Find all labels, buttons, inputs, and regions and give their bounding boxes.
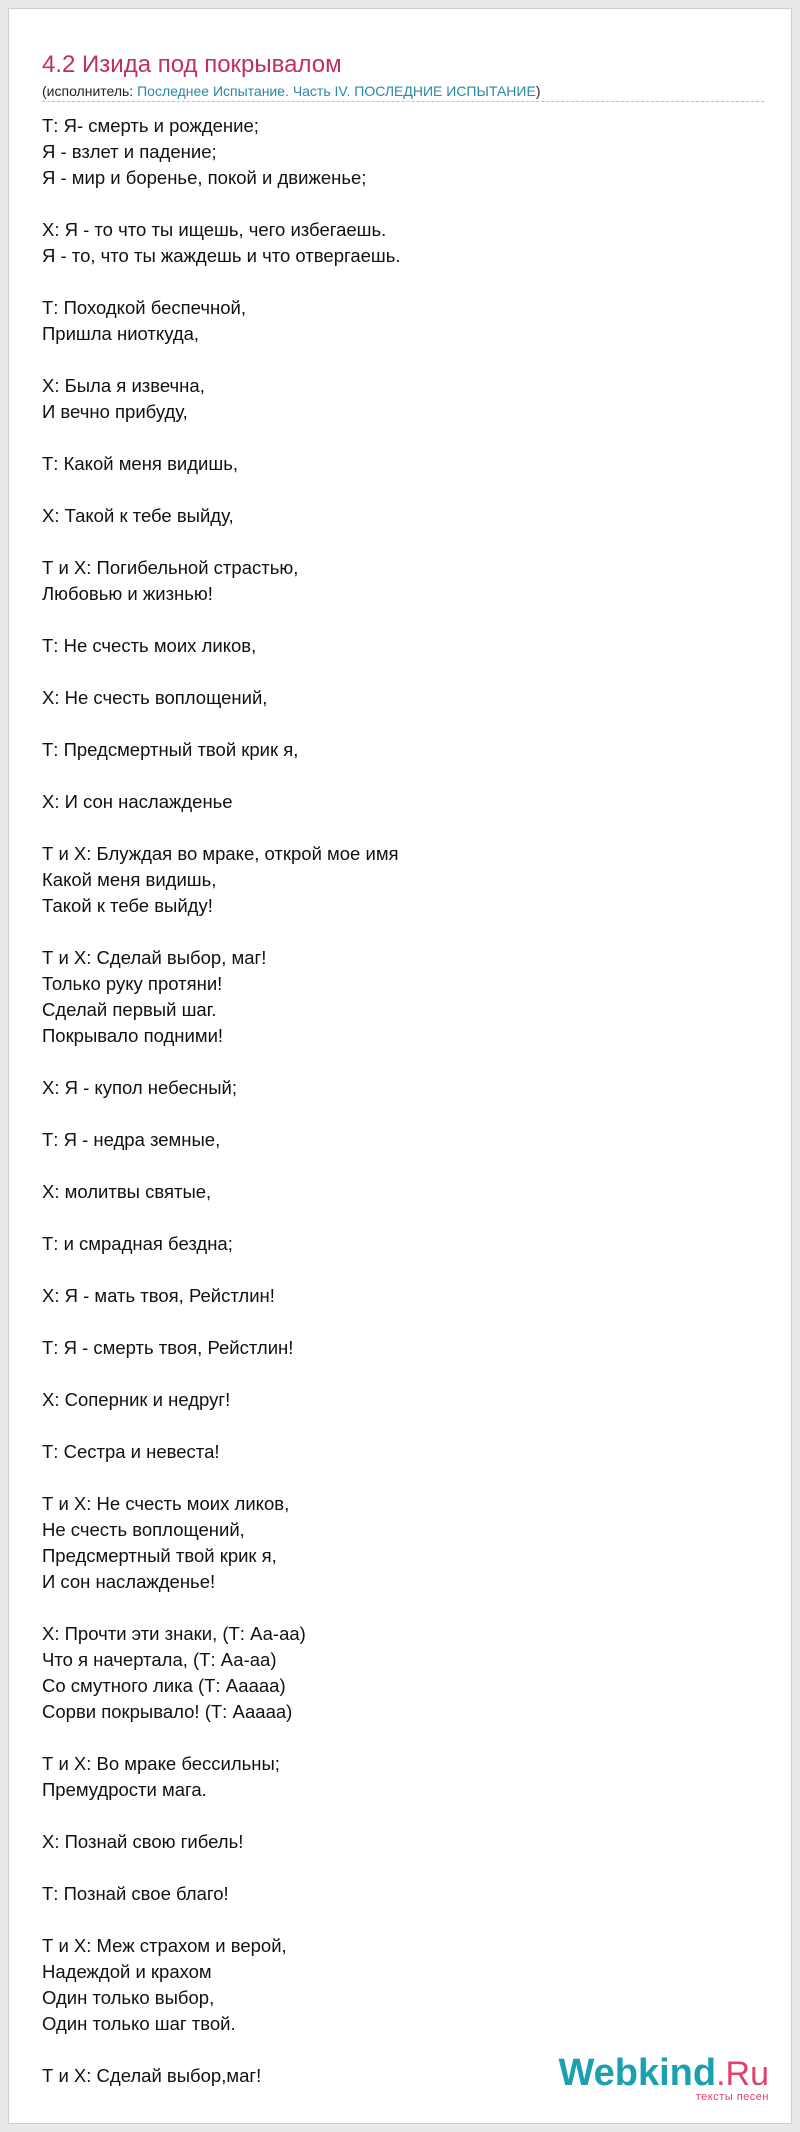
lyrics-stanza: [42, 113, 762, 191]
logo-wordmark: [558, 2054, 769, 2093]
artist-byline: [42, 83, 541, 99]
lyrics-line: Х: Такой к тебе выйду,: [42, 505, 234, 526]
lyrics-stanza: [42, 1751, 762, 1803]
lyrics-stanza: [42, 1491, 762, 1595]
lyrics-stanza: [42, 685, 762, 711]
lyrics-line: Т: Я - недра земные,: [42, 1129, 221, 1150]
lyrics-line: Такой к тебе выйду!: [42, 895, 213, 916]
lyrics-line: И сон наслажденье!: [42, 1571, 216, 1592]
lyrics-line: Т: Какой меня видишь,: [42, 453, 239, 474]
lyrics-stanza: [42, 451, 762, 477]
byline-prefix: (исполнитель:: [42, 83, 138, 99]
lyrics-line: Т и Х: Сделай выбор, маг!: [42, 947, 267, 968]
lyrics-stanza: [42, 1621, 762, 1725]
lyrics-line: Т и Х: Погибельной страстью,: [42, 557, 299, 578]
page-container: [8, 8, 792, 2124]
lyrics-line: Т: Познай свое благо!: [42, 1883, 229, 1904]
lyrics-line: Т: Предсмертный твой крик я,: [42, 739, 299, 760]
lyrics-stanza: [42, 1127, 762, 1153]
logo-tld-text: .Ru: [716, 2055, 769, 2093]
lyrics-line: Пришла ниоткуда,: [42, 323, 200, 344]
lyrics-stanza: [42, 217, 762, 269]
lyrics-line: Т: и смрадная бездна;: [42, 1233, 233, 1254]
lyrics-stanza: [42, 1075, 762, 1101]
lyrics-stanza: [42, 555, 762, 607]
lyrics-stanza: [42, 737, 762, 763]
lyrics-stanza: [42, 295, 762, 347]
byline-suffix: ): [535, 83, 541, 99]
lyrics-stanza: [42, 1881, 762, 1907]
artist-link[interactable]: Последнее Испытание. Часть IV. ПОСЛЕДНИЕ ИСПЫТАНИЕ: [137, 83, 536, 99]
lyrics-stanza: [42, 1283, 762, 1309]
lyrics-stanza: [42, 1829, 762, 1855]
lyrics-line: Т и Х: Сделай выбор,маг!: [42, 2065, 262, 2086]
lyrics-line: Один только выбор,: [42, 1987, 215, 2008]
lyrics-line: Х: Познай свою гибель!: [42, 1831, 244, 1852]
logo-tagline: тексты песен: [695, 2091, 769, 2103]
lyrics-line: Х: Я - то что ты ищешь, чего избегаешь.: [42, 219, 387, 240]
lyrics-line: Х: молитвы святые,: [42, 1181, 212, 1202]
lyrics-line: Я - мир и боренье, покой и движенье;: [42, 167, 367, 188]
lyrics-line: Я - то, что ты жаждешь и что отвергаешь.: [42, 245, 401, 266]
lyrics-line: Х: Была я извечна,: [42, 375, 205, 396]
lyrics-line: Х: Соперник и недруг!: [42, 1389, 231, 1410]
site-logo[interactable]: [558, 2054, 769, 2103]
lyrics-stanza: [42, 1231, 762, 1257]
lyrics-line: Не счесть воплощений,: [42, 1519, 245, 1540]
lyrics-line: Предсмертный твой крик я,: [42, 1545, 277, 1566]
lyrics-stanza: [42, 633, 762, 659]
lyrics-line: Х: Прочти эти знаки, (Т: Аа-аа): [42, 1623, 306, 1644]
lyrics-line: Т и Х: Блуждая во мраке, открой мое имя: [42, 843, 399, 864]
lyrics-line: Т: Походкой беспечной,: [42, 297, 246, 318]
lyrics-line: Т: Сестра и невеста!: [42, 1441, 220, 1462]
lyrics-stanza: [42, 1387, 762, 1413]
title-divider: [42, 101, 764, 102]
lyrics-stanza: [42, 841, 762, 919]
lyrics-stanza: [42, 1933, 762, 2037]
logo-main-text: Webkind: [558, 2052, 717, 2094]
lyrics-line: Х: Не счесть воплощений,: [42, 687, 268, 708]
lyrics-line: Со смутного лика (Т: Ааааа): [42, 1675, 286, 1696]
lyrics-stanza: [42, 1439, 762, 1465]
lyrics-stanza: [42, 1179, 762, 1205]
lyrics-line: Один только шаг твой.: [42, 2013, 236, 2034]
lyrics-stanza: [42, 789, 762, 815]
lyrics-line: Т и Х: Не счесть моих ликов,: [42, 1493, 290, 1514]
lyrics-line: Только руку протяни!: [42, 973, 223, 994]
lyrics-stanza: [42, 1335, 762, 1361]
lyrics-body: [42, 113, 762, 2115]
lyrics-line: Т и Х: Во мраке бессильны;: [42, 1753, 280, 1774]
lyrics-line: Что я начертала, (Т: Аа-аа): [42, 1649, 277, 1670]
lyrics-stanza: [42, 503, 762, 529]
lyrics-line: Т: Я - смерть твоя, Рейстлин!: [42, 1337, 294, 1358]
lyrics-line: Сделай первый шаг.: [42, 999, 217, 1020]
lyrics-line: Премудрости мага.: [42, 1779, 207, 1800]
lyrics-line: Т: Не счесть моих ликов,: [42, 635, 257, 656]
lyrics-line: Т: Я- смерть и рождение;: [42, 115, 259, 136]
lyrics-stanza: [42, 373, 762, 425]
lyrics-line: Х: Я - купол небесный;: [42, 1077, 238, 1098]
lyrics-line: Т и Х: Меж страхом и верой,: [42, 1935, 287, 1956]
lyrics-line: Х: И сон наслажденье: [42, 791, 233, 812]
lyrics-line: Надеждой и крахом: [42, 1961, 212, 1982]
song-title: 4.2 Изида под покрывалом: [42, 51, 342, 78]
lyrics-stanza: [42, 945, 762, 1049]
lyrics-line: Любовью и жизнью!: [42, 583, 213, 604]
lyrics-line: Покрывало подними!: [42, 1025, 224, 1046]
lyrics-line: Я - взлет и падение;: [42, 141, 217, 162]
lyrics-line: И вечно прибуду,: [42, 401, 188, 422]
lyrics-line: Какой меня видишь,: [42, 869, 217, 890]
lyrics-line: Сорви покрывало! (Т: Ааааа): [42, 1701, 293, 1722]
lyrics-line: Х: Я - мать твоя, Рейстлин!: [42, 1285, 275, 1306]
